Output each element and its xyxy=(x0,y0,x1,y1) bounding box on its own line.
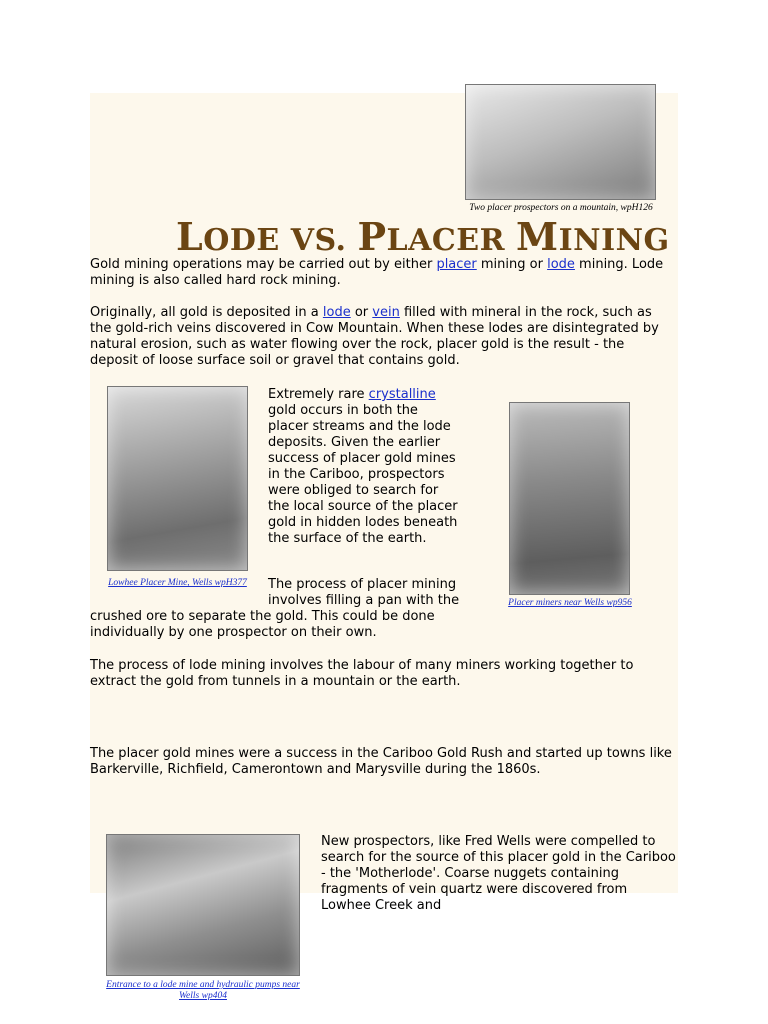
lode-mine-entrance-caption[interactable]: Entrance to a lode mine and hydraulic pumps near Wells wp404 xyxy=(106,980,300,1001)
intro-paragraph: Gold mining operations may be carried out by either placer mining or lode mining. Lode mining is also called hard rock mining. xyxy=(90,257,664,288)
placer-miners-caption[interactable]: Placer miners near Wells wp956 xyxy=(508,598,632,608)
lowhee-placer-mine-caption[interactable]: Lowhee Placer Mine, Wells wpH377 xyxy=(108,578,247,588)
vein-link[interactable]: vein xyxy=(372,305,400,320)
lode-link[interactable]: lode xyxy=(547,257,575,272)
prospectors-mountain-caption: Two placer prospectors on a mountain, wpH126 xyxy=(469,203,653,213)
lode-mine-entrance-photo xyxy=(106,834,300,976)
placer-process-line1: The process of placer mining involves filling a pan with the xyxy=(268,577,460,608)
motherlode-paragraph: New prospectors, like Fred Wells were compelled to search for the source of this placer gold in the Cariboo - the 'Motherlode'. Coarse nuggets containing fragments of vein quartz were discovered from Lowhee Creek and xyxy=(321,834,676,913)
placer-miners-photo xyxy=(509,402,630,595)
prospectors-mountain-photo xyxy=(465,84,656,200)
page-title: LODE VS. PLACER MINING xyxy=(176,214,670,259)
crystalline-paragraph: Extremely rare crystalline gold occurs in both the placer streams and the lode deposits. Given the earlier success of placer gold mines in the Cariboo, prospectors were obliged to search for the local source of the placer gold in hidden lodes beneath the surface of the earth. xyxy=(268,387,458,546)
gold-rush-paragraph: The placer gold mines were a success in the Cariboo Gold Rush and started up towns like Barkerville, Richfield, Camerontown and Marysville during the 1860s. xyxy=(90,746,672,777)
crystalline-link[interactable]: crystalline xyxy=(368,387,436,402)
placer-link[interactable]: placer xyxy=(436,257,477,272)
lode-process-paragraph: The process of lode mining involves the labour of many miners working together to extract the gold from tunnels in a mountain or the earth. xyxy=(90,658,634,689)
placer-process-rest: crushed ore to separate the gold. This could be done individually by one prospector on their own. xyxy=(90,609,435,640)
lode-link-2[interactable]: lode xyxy=(322,305,351,320)
lowhee-placer-mine-photo xyxy=(107,386,248,571)
deposit-paragraph: Originally, all gold is deposited in a lode or vein filled with mineral in the rock, such as the gold-rich veins discovered in Cow Mountain. When these lodes are disintegrated by natural erosion, such as water flowing over the rock, placer gold is the result - the deposit of loose surface soil or gravel that contains gold. xyxy=(90,305,659,368)
